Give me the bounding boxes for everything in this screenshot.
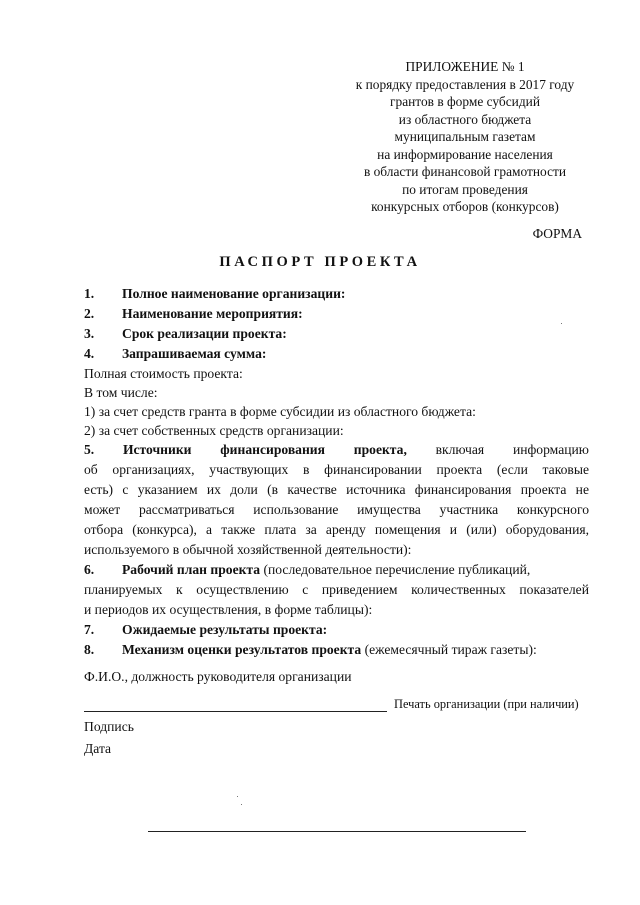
item-number: 2. (84, 306, 95, 321)
item-5-word: включая (435, 442, 485, 457)
including-label: В том числе: (84, 385, 158, 400)
scan-speck (237, 796, 238, 797)
head-name-label: Ф.И.О., должность руководителя организации (84, 669, 352, 684)
item-number: 8. (84, 642, 95, 657)
signature-label: Подпись (84, 719, 134, 734)
item-5-line: может рассматриваться использование имущества участника конкурсного (84, 502, 589, 517)
stamp-label: Печать организации (при наличии) (394, 697, 579, 711)
signature-line (84, 711, 387, 712)
item-label: Наименование мероприятия: (122, 306, 303, 321)
item-6-line: и периодов их осуществления, в форме таблицы): (84, 602, 373, 617)
item-text: (ежемесячный тираж газеты): (361, 642, 537, 657)
annex-line: грантов в форме субсидий (390, 94, 540, 109)
item-text: (последовательное перечисление публикаций, (260, 562, 531, 577)
item-5-word: Источники (122, 442, 192, 457)
passport-items (84, 284, 589, 660)
bottom-rule (148, 831, 526, 832)
item-5-line: отбора (конкурса), а также плата за аренду помещения и (или) оборудования, (84, 522, 589, 537)
item-5-line: об организациях, участвующих в финансировании проекта (если таковые (84, 462, 589, 477)
page-title: ПАСПОРТ ПРОЕКТА (219, 254, 421, 270)
item-number: 6. (84, 562, 95, 577)
annex-line: по итогам проведения (402, 181, 528, 197)
item-5-first-line (84, 440, 589, 460)
item-number: 5. (84, 442, 95, 457)
annex-line: в области финансовой грамотности (363, 164, 567, 179)
item-8 (84, 640, 589, 660)
scan-speck (241, 804, 242, 805)
item-4 (84, 344, 589, 364)
item-label: Полное наименование организации: (122, 286, 346, 301)
item-7 (84, 620, 589, 640)
item-3 (84, 324, 589, 344)
item-6-line: планируемых к осуществлению с приведением количественных показателей (84, 582, 589, 597)
item-label: Ожидаемые результаты проекта: (122, 622, 328, 637)
item-5-line: используемого в обычной хозяйственной деятельности): (84, 542, 412, 557)
item-number: 4. (84, 346, 95, 361)
item-5-word: финансирования (220, 442, 325, 457)
item-label: Запрашиваемая сумма: (122, 346, 267, 361)
item-label: Срок реализации проекта: (122, 326, 287, 341)
annex-line: к порядку предоставления в 2017 году (355, 76, 575, 92)
annex-block (325, 58, 605, 216)
cost-total: Полная стоимость проекта: (84, 366, 243, 381)
item-2 (84, 304, 589, 324)
scan-speck (561, 323, 562, 324)
item-number: 1. (84, 286, 95, 301)
item-5-line: есть) с указанием их доли (в качестве источника финансирования проекта не (84, 482, 589, 497)
annex-heading: ПРИЛОЖЕНИЕ № 1 (405, 59, 525, 74)
item-label: Механизм оценки результатов проекта (122, 642, 362, 657)
annex-line: конкурсных отборов (конкурсов) (371, 199, 559, 214)
item-number: 7. (84, 622, 95, 637)
item-5-word: информацию (512, 442, 589, 457)
item-label: Рабочий план проекта (122, 562, 261, 577)
annex-line: на информирование населения (377, 146, 553, 162)
cost-grant: 1) за счет средств гранта в форме субсидии из областного бюджета: (84, 404, 476, 419)
date-label: Дата (84, 741, 112, 756)
item-6 (84, 560, 589, 580)
cost-own: 2) за счет собственных средств организации: (84, 423, 344, 438)
form-label: ФОРМА (532, 226, 582, 241)
item-number: 3. (84, 326, 95, 341)
item-5-word: проекта, (353, 442, 407, 457)
annex-line: из областного бюджета (398, 111, 532, 127)
annex-line: муниципальным газетам (394, 129, 536, 144)
item-1 (84, 284, 589, 304)
